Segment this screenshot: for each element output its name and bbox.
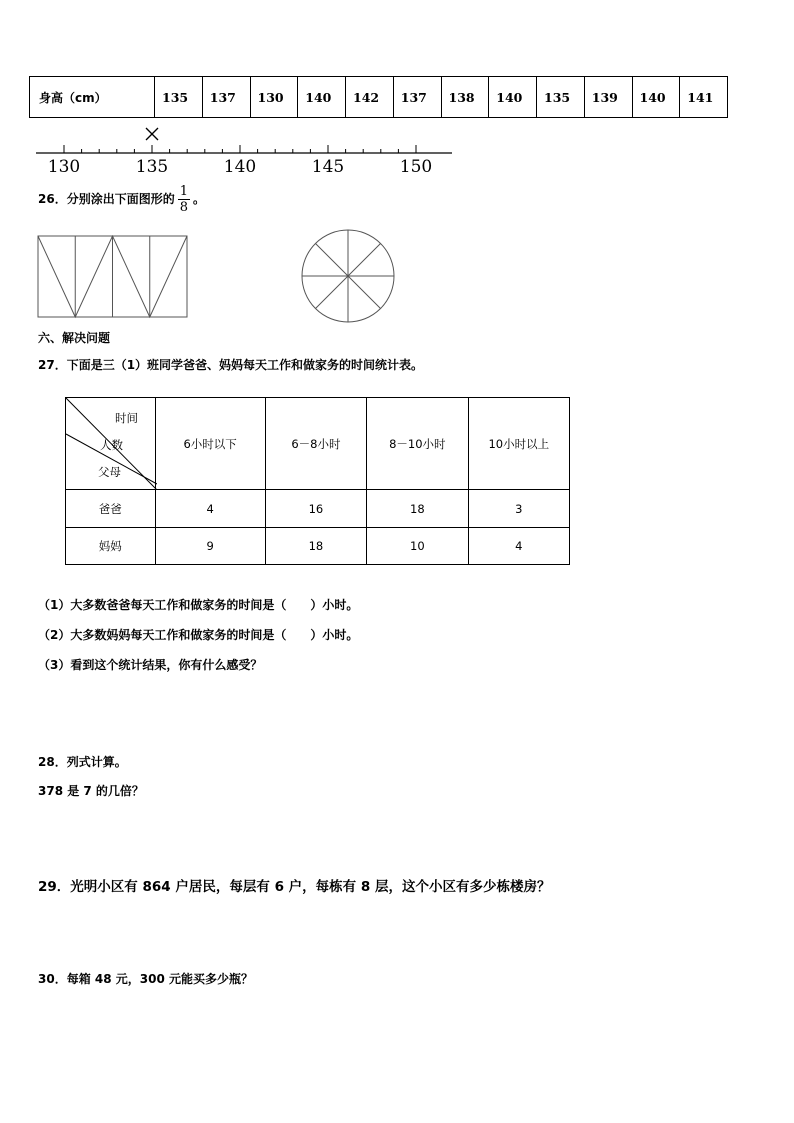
height-label: 身高（cm） xyxy=(30,77,155,118)
height-cell: 141 xyxy=(680,77,728,118)
tick-label: 135 xyxy=(135,157,169,177)
tick-label: 140 xyxy=(223,157,257,177)
row-label: 爸爸 xyxy=(66,490,156,528)
column-header: 8－10小时 xyxy=(367,398,468,490)
statistics-table xyxy=(65,397,570,565)
question-27-2: （2）大多数妈妈每天工作和做家务的时间是（ ）小时。 xyxy=(38,628,359,642)
fraction-denominator: 8 xyxy=(179,200,188,215)
tick-label: 130 xyxy=(47,157,81,177)
header-parent: 父母 xyxy=(98,465,121,479)
question-27-3: （3）看到这个统计结果，你有什么感受？ xyxy=(38,658,263,672)
column-header: 6－8小时 xyxy=(265,398,366,490)
question-27: 27．下面是三（1）班同学爸爸、妈妈每天工作和做家务的时间统计表。 xyxy=(38,358,424,372)
question-26 xyxy=(38,184,205,215)
table-cell: 4 xyxy=(468,528,569,565)
height-table xyxy=(29,76,728,118)
rectangle-figure xyxy=(37,235,189,319)
table-row xyxy=(30,77,728,118)
table-cell: 4 xyxy=(155,490,265,528)
question-28-body: 378 是 7 的几倍？ xyxy=(38,784,144,798)
question-29: 29．光明小区有 864 户居民，每层有 6 户，每栋有 8 层，这个小区有多少栋楼房？ xyxy=(38,879,551,895)
height-cell: 137 xyxy=(393,77,441,118)
question-tail: 。 xyxy=(192,192,205,206)
circle-figure xyxy=(299,228,397,324)
table-row xyxy=(66,528,570,565)
fraction-numerator: 1 xyxy=(179,184,188,199)
height-cell: 139 xyxy=(584,77,632,118)
section-heading: 六、解决问题 xyxy=(38,331,111,345)
height-cell: 142 xyxy=(346,77,394,118)
height-cell: 137 xyxy=(202,77,250,118)
height-cell: 140 xyxy=(298,77,346,118)
table-header-row xyxy=(66,398,570,490)
height-cell: 140 xyxy=(632,77,680,118)
column-header: 6小时以下 xyxy=(155,398,265,490)
question-27-1: （1）大多数爸爸每天工作和做家务的时间是（ ）小时。 xyxy=(38,598,359,612)
table-cell: 10 xyxy=(367,528,468,565)
tick-label: 150 xyxy=(399,157,433,177)
header-people: 人数 xyxy=(100,438,123,452)
table-cell: 18 xyxy=(367,490,468,528)
row-label: 妈妈 xyxy=(66,528,156,565)
cross-mark xyxy=(146,128,158,140)
column-header: 10小时以上 xyxy=(468,398,569,490)
table-row xyxy=(66,490,570,528)
tick-label: 145 xyxy=(311,157,345,177)
table-cell: 9 xyxy=(155,528,265,565)
table-cell: 18 xyxy=(265,528,366,565)
number-line xyxy=(30,122,460,178)
question-text: 26．分别涂出下面图形的 xyxy=(38,192,175,206)
height-cell: 138 xyxy=(441,77,489,118)
height-cell: 130 xyxy=(250,77,298,118)
table-cell: 16 xyxy=(265,490,366,528)
table-cell: 3 xyxy=(468,490,569,528)
fraction xyxy=(178,184,190,215)
diagonal-header-cell xyxy=(66,398,156,490)
header-time: 时间 xyxy=(115,411,138,425)
question-28-title: 28．列式计算。 xyxy=(38,755,127,769)
height-cell: 135 xyxy=(537,77,585,118)
question-30: 30．每箱 48 元，300 元能买多少瓶？ xyxy=(38,972,253,986)
height-cell: 135 xyxy=(155,77,203,118)
height-cell: 140 xyxy=(489,77,537,118)
